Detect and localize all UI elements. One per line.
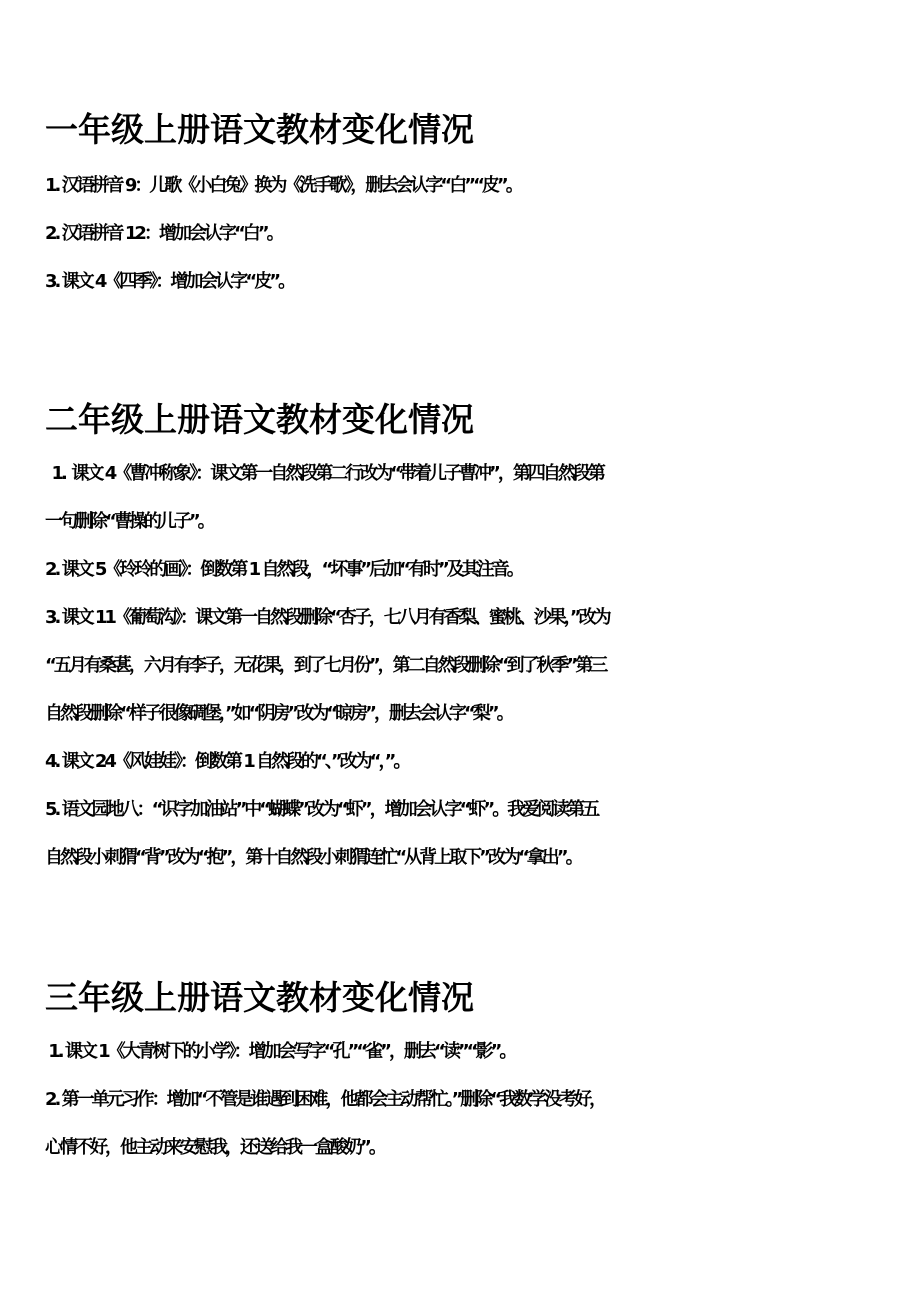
list-item: 1. 课文 4《曹冲称象》：课文第一自然段第二行改为“带着儿子曹冲”，第四自然段第 bbox=[45, 463, 603, 484]
list-item: 2. 课文 5《玲玲的画》：倒数第 1 自然段，“坏事”后加“有时”及其注音。 bbox=[45, 559, 522, 580]
list-item: 自然段小刺猬“背”改为“抱”，第十自然段小刺猬连忙“从背上取下”改为“拿出”。 bbox=[45, 847, 581, 868]
list-item: 自然段删除“样子很像碉堡，”如“阴房”改为“晾房”，删去会认字“梨”。 bbox=[45, 703, 512, 724]
list-item: “五月有桑葚，六月有李子，无花果，到了七月份”，第二自然段删除“到了秋季”第三 bbox=[45, 655, 606, 676]
list-item: 3. 课文 11《葡萄沟》：课文第一自然段删除“杏子，七八月有香梨、蜜桃、沙果，”改为 bbox=[45, 607, 609, 628]
list-item: 2. 汉语拼音 12：增加会认字“白”。 bbox=[45, 223, 282, 244]
list-item: 2. 第一单元习作：增加“不管是谁遇到困难，他都会主动帮忙。”删除“我数学没考好， bbox=[45, 1089, 605, 1110]
list-item: 一句删除“曹操的儿子”。 bbox=[45, 511, 213, 532]
list-item: 1. 汉语拼音 9：儿歌《小白兔》换为《洗手歌》，删去会认字“白”“皮”。 bbox=[45, 175, 521, 196]
section-grade-2 bbox=[0, 400, 920, 882]
list-item: 3. 课文 4《四季》：增加会认字“皮”。 bbox=[45, 271, 294, 292]
list-item: 心情不好，他主动来安慰我，还送给我一盒酸奶”。 bbox=[45, 1137, 384, 1158]
section-title: 二年级上册语文教材变化情况 bbox=[45, 400, 474, 439]
list-item: 4. 课文 24《风娃娃》：倒数第 1 自然段的“、”改为“，”。 bbox=[45, 751, 409, 772]
list-item: 5. 语文园地八：“识字加油站”中“蝴蝶”改为“虾”，增加会认字“虾”。我爱阅读第五 bbox=[45, 799, 598, 820]
section-title: 三年级上册语文教材变化情况 bbox=[45, 978, 474, 1017]
section-title: 一年级上册语文教材变化情况 bbox=[45, 110, 474, 149]
list-item: 1. 课文 1《大青树下的小学》：增加会写字“孔”“雀”，删去“读”“影”。 bbox=[45, 1041, 515, 1062]
section-grade-3 bbox=[0, 978, 920, 1172]
section-grade-1 bbox=[0, 110, 920, 306]
